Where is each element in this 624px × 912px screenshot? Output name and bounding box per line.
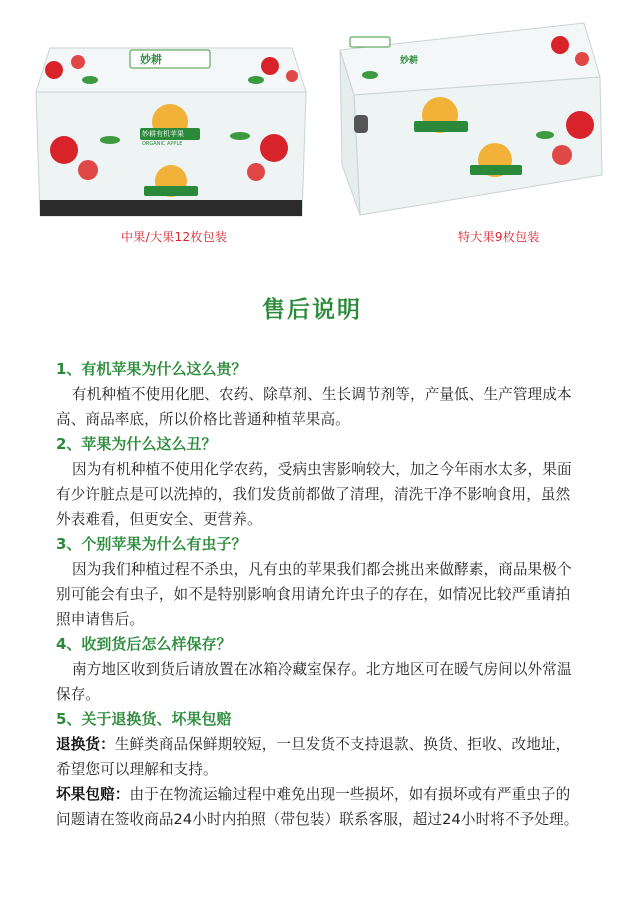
faq-question-2: 2、苹果为什么这么丑？: [56, 435, 217, 453]
faq-answer-5-damage: [56, 782, 580, 857]
brand-label: 妙耕: [140, 53, 162, 66]
returns-text: 生鲜类商品保鲜期较短，一旦发货不支持退款、换货、拒收、改地址，希望您可以理解和支持。: [56, 736, 571, 778]
badge-label: 妙耕有机苹果: [142, 130, 184, 138]
faq-question-1: 1、有机苹果为什么这么贵？: [56, 360, 247, 378]
product-box-9: [330, 15, 610, 220]
faq-answer-5-returns: [56, 732, 580, 782]
returns-label: 退换货：: [56, 736, 115, 753]
faq-question-4: 4、收到货后怎么样保存？: [56, 635, 232, 653]
product-photos: [0, 0, 624, 250]
faq-list: [56, 357, 580, 857]
badge-sublabel: ORGANIC APPLE: [142, 141, 183, 147]
section-title: 售后说明: [262, 297, 362, 323]
right-box-caption: 特大果9枚包装: [458, 230, 540, 244]
damage-label: 坏果包赔：: [56, 786, 130, 803]
faq-question-5: 5、关于退换货、坏果包赔: [56, 710, 232, 728]
faq-answer-2: 因为有机种植不使用化学农药，受病虫害影响较大，加之今年雨水太多，果面有少许脏点是可以洗掉的，我们发货前都做了清理，清洗干净不影响食用，虽然外表难看，但更安全、更营养。: [56, 461, 572, 528]
damage-text: 由于在物流运输过程中难免出现一些损坏，如有损坏或有严重虫子的问题请在签收商品24小时内拍照（带包装）联系客服，超过24小时将不予处理。: [56, 786, 579, 828]
product-box-12: [30, 40, 310, 220]
left-box-caption: 中果/大果12枚包装: [121, 230, 228, 244]
faq-answer-3: 因为我们种植过程不杀虫，凡有虫的苹果我们都会挑出来做酵素，商品果极个别可能会有虫子，如不是特别影响食用请允许虫子的存在，如情况比较严重请拍照申请售后。: [56, 561, 572, 628]
brand-label: 妙耕: [400, 56, 419, 66]
faq-answer-4: 南方地区收到货后请放置在冰箱冷藏室保存。北方地区可在暖气房间以外常温保存。: [56, 661, 572, 703]
apple-gift-box-open-image: [330, 15, 610, 220]
faq-question-3: 3、个别苹果为什么有虫子？: [56, 535, 247, 553]
faq-answer-1: 有机种植不使用化肥、农药、除草剂、生长调节剂等，产量低、生产管理成本高、商品率底，所以价格比普通种植苹果高。: [56, 386, 572, 428]
